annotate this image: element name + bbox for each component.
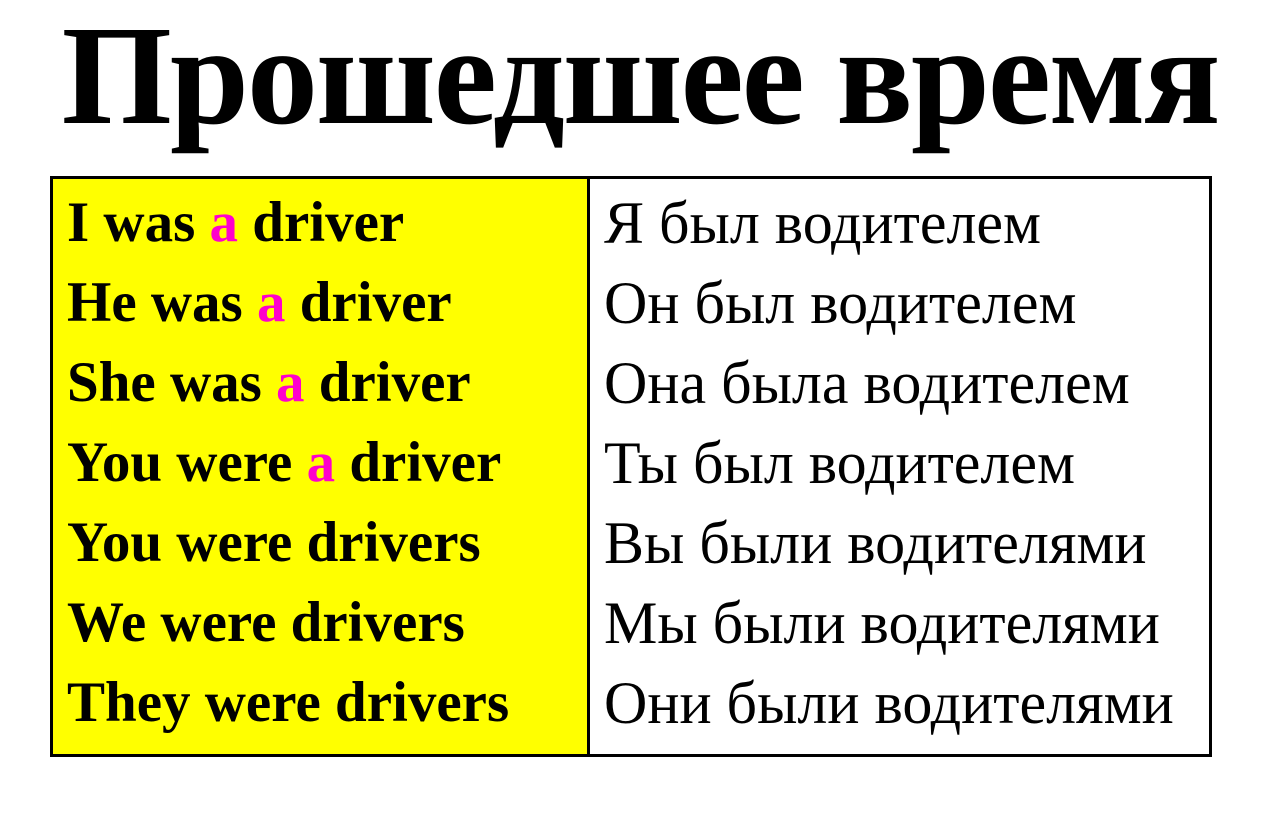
russian-row: Они были водителями: [604, 670, 1174, 736]
english-text-pre: They were drivers: [67, 671, 510, 734]
article-accent: a: [256, 271, 286, 334]
russian-row: Я был водителем: [604, 190, 1042, 256]
english-text-pre: I was: [67, 191, 210, 254]
russian-row: Она была водителем: [604, 350, 1130, 416]
russian-row: Мы были водителями: [604, 590, 1160, 656]
english-text-post: driver: [238, 191, 405, 254]
english-text-pre: We were drivers: [67, 591, 465, 654]
russian-row: Он был водителем: [604, 270, 1077, 336]
english-text-pre: She was: [67, 351, 277, 414]
article-accent: a: [209, 191, 239, 254]
english-text-pre: You were: [67, 431, 307, 494]
english-text-post: driver: [304, 351, 471, 414]
english-row: [67, 183, 587, 263]
english-text-pre: He was: [67, 271, 257, 334]
page-title: Прошедшее время: [61, 0, 1219, 154]
english-row: [67, 423, 587, 503]
english-column: [53, 179, 590, 754]
russian-column: [590, 179, 1209, 754]
english-row: [67, 503, 587, 583]
article-accent: a: [306, 431, 336, 494]
russian-row: Вы были водителями: [604, 510, 1147, 576]
article-accent: a: [276, 351, 305, 414]
english-text-post: driver: [285, 271, 452, 334]
russian-row: Ты был водителем: [604, 430, 1075, 496]
english-text-post: driver: [335, 431, 502, 494]
conjugation-table: [50, 176, 1212, 757]
english-row: [67, 343, 587, 423]
english-row: [67, 663, 587, 743]
english-row: [67, 263, 587, 343]
english-text-pre: You were drivers: [67, 511, 481, 574]
english-row: [67, 583, 587, 663]
